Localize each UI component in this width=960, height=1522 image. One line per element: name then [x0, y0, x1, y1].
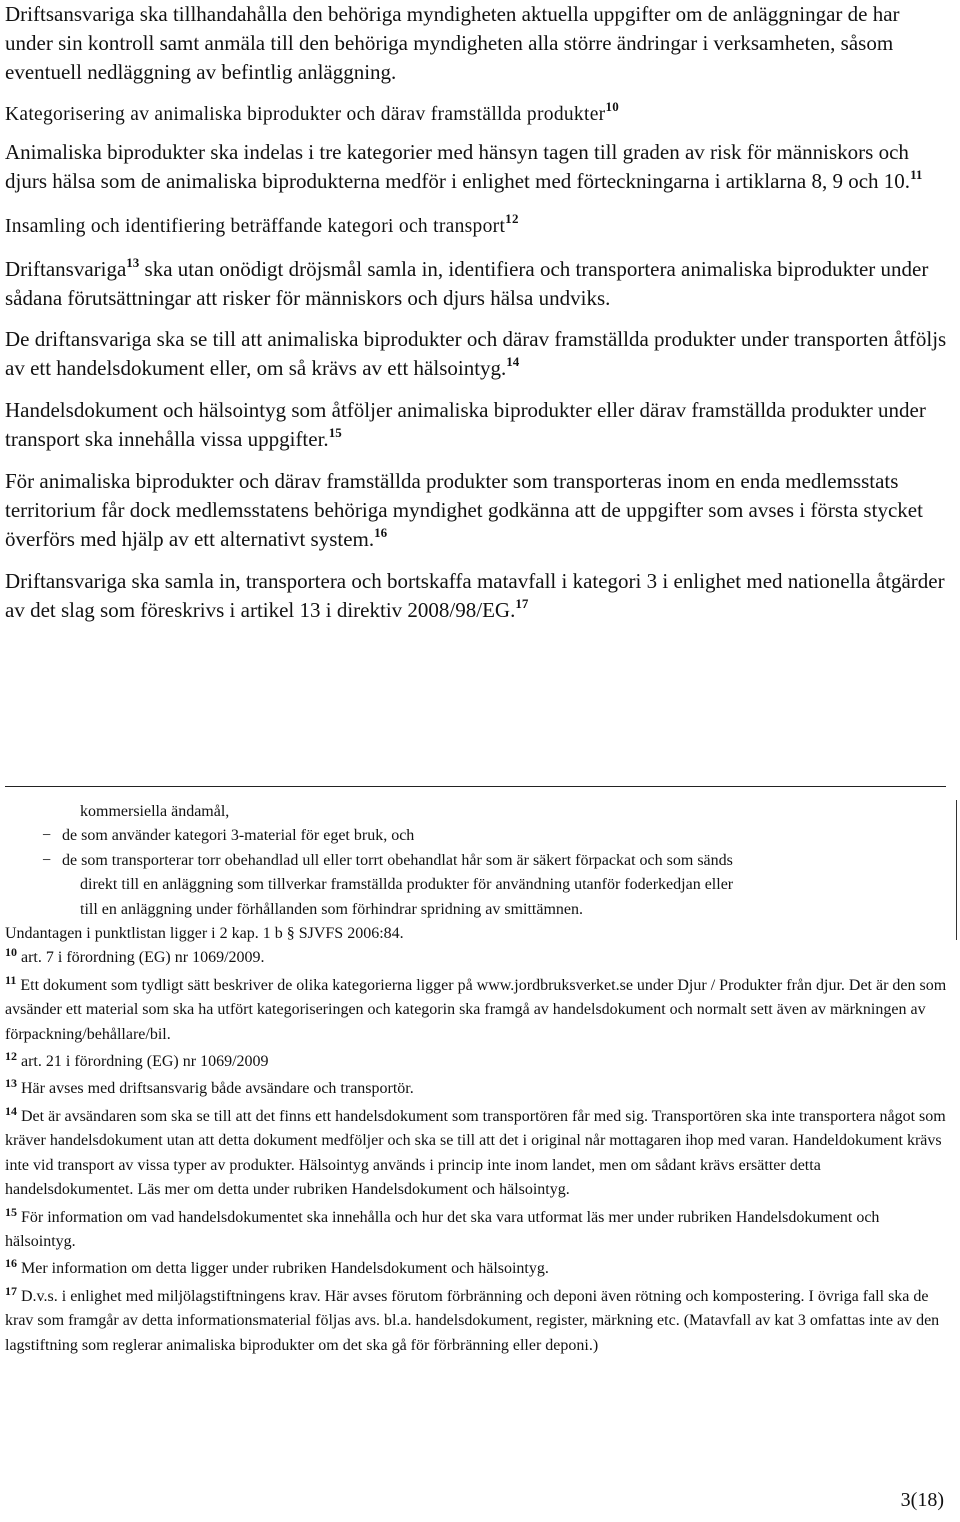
- footnote-text: Här avses med driftsansvarig både avsändare och transportör.: [21, 1080, 414, 1098]
- page-number: 3(18): [900, 1489, 944, 1511]
- footnote-text: art. 21 i förordning (EG) nr 1069/2009: [21, 1053, 269, 1071]
- footnote-text: För information om vad handelsdokumentet ska innehålla och hur det ska vara utformat läs mer under rubriken Handelsdokument och hälsointyg.: [5, 1208, 880, 1250]
- footnote-number: 11: [5, 972, 17, 987]
- footnote-item: [5, 974, 950, 1047]
- footnote-number: 17: [5, 1283, 17, 1298]
- bullet-text: de som använder kategori 3-material för eget bruk, och: [62, 827, 415, 845]
- heading-text: Insamling och identifiering beträffande kategori och transport: [5, 216, 506, 237]
- paragraph-transport-docs: [5, 325, 950, 383]
- footnote-separator: [5, 786, 946, 787]
- change-bar: [956, 800, 957, 940]
- footnote-number: 10: [5, 945, 17, 960]
- paragraph-collection: [5, 255, 950, 313]
- footnote-number: 13: [5, 1076, 17, 1091]
- footnote-number: 16: [5, 1256, 17, 1271]
- footnote-number: 12: [5, 1049, 17, 1064]
- footnote-text: D.v.s. i enlighet med miljölagstiftningens krav. Här avses förutom förbränning och deponi även rötning och kompostering. I övriga fall ska de krav som framgår av detta informationsmaterial följas avs. bl.a. handelsdokument, register, märkning etc. (Matavfall av kat 3 omfattas inte av den lagstiftning som reglerar animaliska biprodukter om det ska gå för förbränning eller deponi.): [5, 1287, 940, 1354]
- footnote-ref: 10: [605, 99, 620, 114]
- paragraph-food-waste: [5, 567, 950, 625]
- paragraph-text: Driftansvariga ska samla in, transportera och bortskaffa matavfall i kategori 3 i enlighet med nationella åtgärder av det slag som föreskrivs i artikel 13 i direktiv 2008/98/EG.: [5, 569, 945, 622]
- footnote-item: [5, 1206, 950, 1255]
- paragraph-text: För animaliska biprodukter och därav framställda produkter som transporteras inom en enda medlemsstats territorium får dock medlemsstatens behöriga myndighet godkänna att de uppgifter som avses i första stycket överförs med hjälp av ett alternativt system.: [5, 469, 923, 551]
- section-heading-categorization: [5, 100, 950, 129]
- footnote-ref: 12: [505, 211, 519, 226]
- footnote-ref: 14: [506, 354, 520, 369]
- footnote-text: art. 7 i förordning (EG) nr 1069/2009.: [21, 949, 265, 967]
- footnote-bullet: [5, 824, 950, 848]
- bullet-text-line: till en anläggning under förhållanden som förhindrar spridning av smittämnen.: [80, 900, 583, 918]
- bullet-text-line: direkt till en anläggning som tillverkar framställda produkter för användning utanför foderkedjan eller: [80, 876, 734, 894]
- footnote-ref: 17: [515, 596, 529, 611]
- paragraph-text-start: Driftansvariga: [5, 257, 127, 281]
- footnote-continuation: kommersiella ändamål,: [80, 803, 230, 820]
- paragraph-text-rest: ska utan onödigt dröjsmål samla in, identifiera och transportera animaliska biprodukter under sådana förutsättningar att risker för människors och djurs hälsa undviks.: [5, 257, 929, 310]
- dash-mark: −: [42, 827, 52, 845]
- footnote-number: 14: [5, 1103, 17, 1118]
- footnote-text: Ett dokument som tydligt sätt beskriver de olika kategorierna ligger på www.jordbruksverket.se under Djur / Produkter från djur. Det är den som avsänder ett material som ska ha utfört kategoriseringen och kategorin ska framgå av handelsdokument och normalt sett även av märkningen av förpackning/behållare/bil.: [5, 976, 947, 1043]
- heading-text: Kategorisering av animaliska biprodukter och därav framställda produkter: [5, 104, 606, 125]
- paragraph-text: De driftansvariga ska se till att animaliska biprodukter och därav framställda produkter under transporten åtföljs av ett handelsdokument eller, om så krävs av ett hälsointyg.: [5, 327, 947, 380]
- footnote-bullet: [5, 849, 950, 922]
- footnote-item: [5, 1105, 950, 1203]
- footnote-item: [5, 1050, 950, 1074]
- footnotes: [5, 800, 950, 1358]
- paragraph-categories: [5, 138, 950, 196]
- footnote-item: [5, 1257, 950, 1281]
- section-heading-collection: [5, 212, 950, 241]
- main-text: [5, 0, 950, 625]
- footnote-exceptions: Undantagen i punktlistan ligger i 2 kap. 1 b § SJVFS 2006:84.: [5, 925, 404, 943]
- dash-mark: −: [42, 851, 52, 869]
- footnote-ref: 13: [126, 255, 140, 270]
- footnote-ref: 16: [374, 525, 388, 540]
- footnote-text: Det är avsändaren som ska se till att det finns ett handelsdokument som transportören får med sig. Transportören ska inte transportera något som kräver handelsdokument utan att detta dokument medföljer och ska se till att det i original når mottagaren ihop med varan. Handeldokument krävs inte vid transport av vissa typer av produkter. Hälsointyg används i princip inte inom landet, men om sådant krävs ersätter detta handelsdokumentet. Läs mer om detta under rubriken Handelsdokument och hälsointyg.: [5, 1107, 946, 1199]
- footnote-item: [5, 1077, 950, 1101]
- bullet-text-line: de som transporterar torr obehandlad ull eller torrt obehandlat hår som är säkert förpackat och som sänds: [62, 851, 733, 869]
- footnote-number: 15: [5, 1204, 17, 1219]
- footnote-text: Mer information om detta ligger under rubriken Handelsdokument och hälsointyg.: [21, 1260, 549, 1278]
- paragraph-alternative-system: [5, 467, 950, 554]
- paragraph-doc-contents: [5, 396, 950, 454]
- footnote-item: [5, 1285, 950, 1358]
- footnote-ref: 15: [328, 425, 342, 440]
- paragraph-text: Animaliska biprodukter ska indelas i tre kategorier med hänsyn tagen till graden av risk för människors och djurs hälsa som de animaliska biprodukterna medför i enlighet med förteckningarna i artiklarna 8, 9 och 10.: [5, 140, 911, 193]
- paragraph-text: Handelsdokument och hälsointyg som åtföljer animaliska biprodukter eller därav framställda produkter under transport ska innehålla vissa uppgifter.: [5, 398, 926, 451]
- footnote-ref: 11: [910, 167, 923, 182]
- intro-paragraph: Driftsansvariga ska tillhandahålla den behöriga myndigheten aktuella uppgifter om de anläggningar de har under sin kontroll samt anmäla till den behöriga myndigheten alla större ändringar i verksamheten, såsom eventuell nedläggning av befintlig anläggning.: [5, 2, 900, 84]
- footnote-item: [5, 946, 950, 970]
